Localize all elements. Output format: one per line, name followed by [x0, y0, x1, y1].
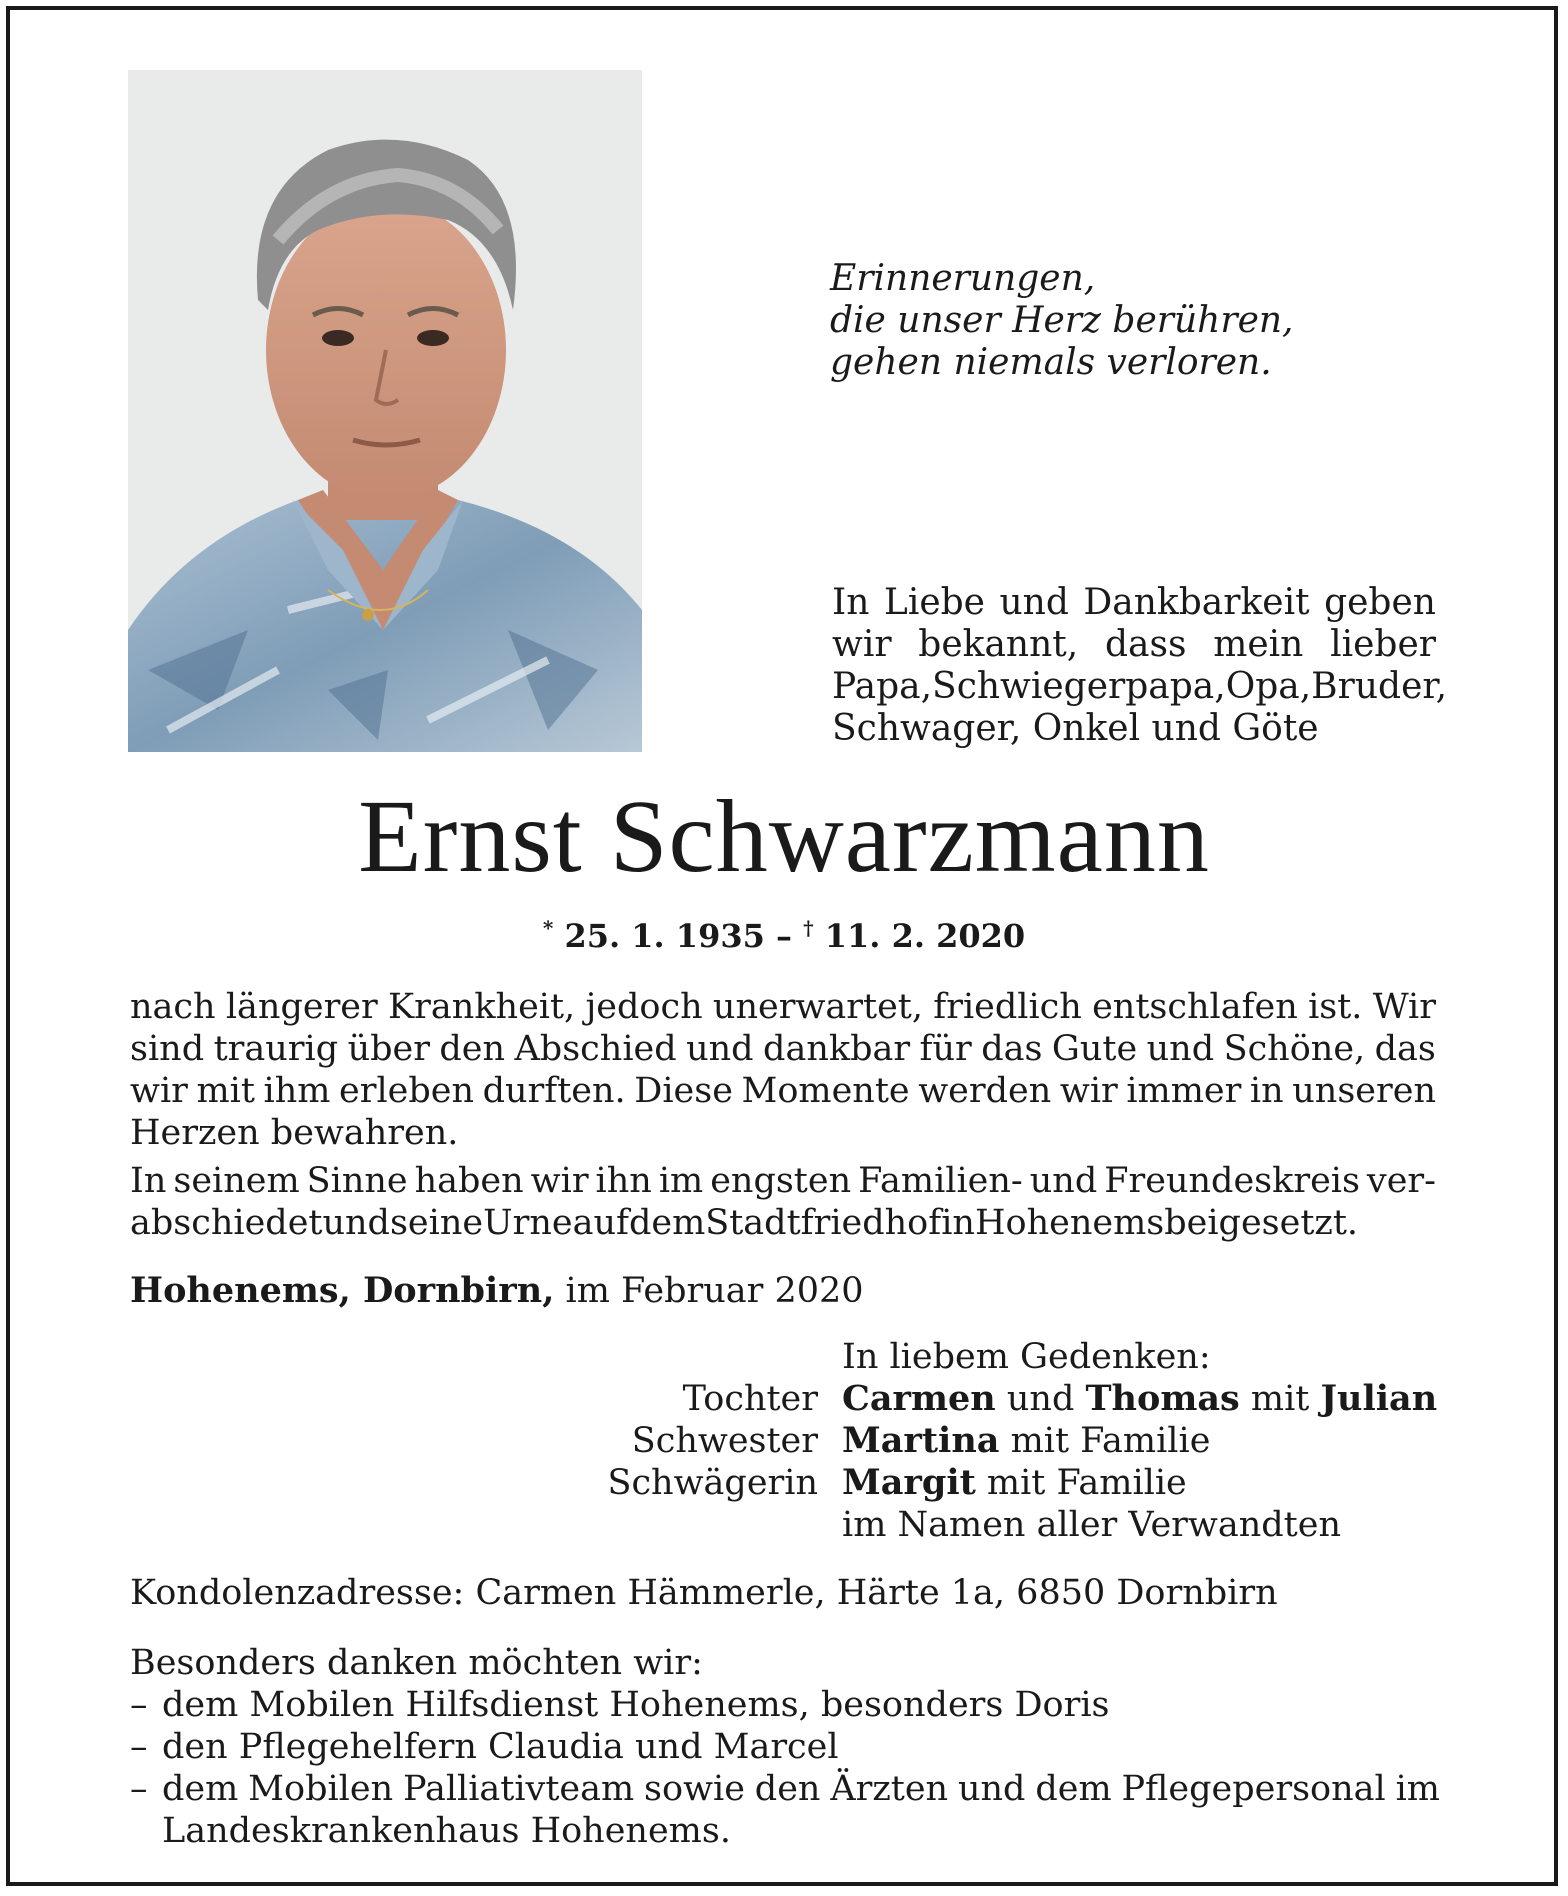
thanks-text: Landeskrankenhaus Hohenems.: [162, 1811, 731, 1851]
date-separator: –: [776, 917, 792, 955]
mourners-heading: In liebem Gedenken:: [842, 1337, 1211, 1377]
word: ver-: [1366, 1161, 1436, 1201]
word: abschiedet: [130, 1203, 323, 1243]
word: und: [1029, 1161, 1098, 1201]
motto-line: Erinnerungen,: [830, 258, 1096, 299]
word: In: [832, 582, 870, 623]
thanks-text: [162, 1768, 1440, 1810]
relation-label: Schwägerin: [607, 1463, 818, 1503]
intro-line: [832, 708, 1436, 750]
word: dem: [162, 1769, 239, 1809]
word: Palliativteam: [403, 1769, 635, 1809]
word: jedoch: [585, 987, 703, 1027]
word: Urne: [483, 1203, 573, 1243]
word: in: [941, 1203, 975, 1243]
mourner-name: Thomas: [1085, 1378, 1240, 1419]
word: das: [981, 1029, 1043, 1069]
word: dass: [1104, 624, 1187, 665]
paragraph-farewell: [130, 1160, 1436, 1244]
word: Familien-: [858, 1161, 1023, 1201]
mourner-name: Julian: [1320, 1378, 1438, 1419]
thanks-item: [130, 1726, 1440, 1768]
text-line: [130, 986, 1436, 1028]
text-line: [130, 1070, 1436, 1112]
word: Herzen bewahren.: [130, 1113, 459, 1153]
word: Wir: [1372, 987, 1436, 1027]
birth-date: 25. 1. 1935: [564, 917, 765, 955]
word: friedlich: [933, 987, 1082, 1027]
life-dates: [0, 908, 1568, 956]
word: im: [658, 1161, 704, 1201]
word: seine: [389, 1203, 484, 1243]
relation-label: Tochter: [682, 1379, 818, 1419]
word: Stadtfriedhof: [705, 1203, 942, 1243]
word: bekannt,: [918, 624, 1079, 665]
word: Abschied: [514, 1029, 677, 1069]
word: nach: [130, 987, 216, 1027]
word: entschlafen: [1092, 987, 1298, 1027]
motto-line: die unser Herz berühren,: [830, 300, 1294, 341]
word: längerer: [225, 987, 378, 1027]
word: mit: [196, 1071, 255, 1111]
word: werden: [918, 1071, 1052, 1111]
word: mein: [1213, 624, 1304, 665]
intro-text: [832, 582, 1448, 750]
thanks-text: dem Mobilen Hilfsdienst Hohenems, besonders Doris: [162, 1685, 1110, 1725]
word: und: [957, 1769, 1026, 1809]
word: den: [439, 1029, 506, 1069]
mourner-name: Martina: [842, 1420, 1000, 1461]
word: durften.: [482, 1071, 626, 1111]
word: traurig: [213, 1029, 339, 1069]
word: Mobilen: [248, 1769, 394, 1809]
birth-symbol: *: [542, 916, 554, 940]
word: sowie: [644, 1769, 745, 1809]
word: wir: [1059, 1071, 1118, 1111]
word: wir: [130, 1071, 188, 1111]
word: Ärzten: [830, 1769, 949, 1809]
thanks-text: den Pflegehelfern Claudia und Marcel: [162, 1727, 839, 1767]
death-date: 11. 2. 2020: [824, 917, 1026, 955]
thanks-heading: Besonders danken möchten wir:: [130, 1643, 703, 1683]
word: unseren: [1292, 1071, 1436, 1111]
word: erleben: [339, 1071, 475, 1111]
word: Opa,: [1225, 666, 1312, 707]
word: dem: [1035, 1769, 1112, 1809]
word: sind: [130, 1029, 205, 1069]
word: über: [347, 1029, 430, 1069]
mourner-text: und: [995, 1379, 1086, 1419]
word: seinem: [173, 1161, 300, 1201]
condolence-address: Kondolenzadresse: Carmen Hämmerle, Härte 1a, 6850 Dornbirn: [130, 1573, 1278, 1613]
word: Liebe: [883, 582, 985, 623]
word: wir: [832, 624, 892, 665]
portrait-illustration: [128, 70, 642, 752]
word: geben: [1324, 582, 1436, 623]
intro-line: [832, 582, 1436, 624]
word: Freundeskreis: [1104, 1161, 1360, 1201]
word: ist.: [1308, 987, 1363, 1027]
word: In: [130, 1161, 167, 1201]
word: Momente: [741, 1071, 910, 1111]
word: und: [322, 1203, 390, 1243]
mourner-row: [842, 1378, 1437, 1420]
word: unerwartet,: [712, 987, 923, 1027]
dash: –: [130, 1769, 148, 1809]
word: auf: [572, 1203, 629, 1243]
word: im: [1395, 1769, 1440, 1809]
relation-label: Schwester: [631, 1421, 818, 1461]
word: dem: [628, 1203, 706, 1243]
motto-line: gehen niemals verloren.: [830, 342, 1272, 383]
word: Papa,: [832, 666, 933, 707]
word: immer: [1126, 1071, 1242, 1111]
mourners-footer: im Namen aller Verwandten: [842, 1505, 1341, 1545]
portrait-photo: [128, 70, 642, 752]
relation-column: [560, 1378, 818, 1504]
intro-line: [832, 624, 1436, 666]
word: Sinne: [306, 1161, 408, 1201]
intro-line: [832, 666, 1448, 708]
thanks-item: [130, 1684, 1440, 1726]
word: lieber: [1330, 624, 1436, 665]
place-date-line: [130, 1270, 864, 1312]
text-line: [130, 1112, 1436, 1154]
word: beigesetzt.: [1164, 1203, 1359, 1243]
word: haben: [414, 1161, 524, 1201]
word: für: [919, 1029, 972, 1069]
mourner-text: mit Familie: [999, 1421, 1211, 1461]
word: Krankheit,: [388, 987, 576, 1027]
thanks-section: [130, 1642, 1440, 1852]
thanks-list: [130, 1684, 1440, 1852]
place-names: Hohenems, Dornbirn,: [130, 1270, 555, 1311]
word: Diese: [634, 1071, 733, 1111]
date-text: im Februar 2020: [554, 1271, 864, 1311]
word: in: [1249, 1071, 1284, 1111]
text-line: [130, 1202, 1436, 1244]
motto-quote: [830, 258, 1294, 384]
dash: –: [130, 1727, 148, 1767]
thanks-item: [130, 1768, 1440, 1852]
text-line: [130, 1160, 1436, 1202]
word: Schöne,: [1223, 1029, 1366, 1069]
death-symbol: †: [803, 916, 814, 940]
mourner-text: mit Familie: [975, 1463, 1187, 1503]
word: Pflegepersonal: [1121, 1769, 1386, 1809]
word: engsten: [710, 1161, 852, 1201]
word: und: [999, 582, 1069, 623]
word: Bruder,: [1311, 666, 1448, 707]
word: und: [686, 1029, 754, 1069]
word: ihm: [263, 1071, 331, 1111]
mourner-row: [842, 1420, 1437, 1462]
deceased-name: Ernst Schwarzmann: [358, 779, 1210, 894]
word: Hohenems: [974, 1203, 1165, 1243]
mourners-list: [842, 1336, 1437, 1546]
word: Gute: [1051, 1029, 1138, 1069]
word: Dankbarkeit: [1083, 582, 1310, 623]
mourner-name: Margit: [842, 1462, 976, 1503]
word: dankbar: [763, 1029, 911, 1069]
word: und: [1146, 1029, 1215, 1069]
word: wir: [530, 1161, 589, 1201]
mourner-row: [842, 1462, 1437, 1504]
paragraph-announcement: [130, 986, 1436, 1154]
word: den: [754, 1769, 821, 1809]
text-line: [130, 1028, 1436, 1070]
word: ihn: [595, 1161, 652, 1201]
dash: –: [130, 1685, 148, 1725]
word: Schwiegerpapa,: [932, 666, 1226, 707]
word: das: [1374, 1029, 1436, 1069]
mourner-text: mit: [1239, 1379, 1321, 1419]
word: Schwager, Onkel und Göte: [832, 708, 1319, 749]
mourner-name: Carmen: [842, 1378, 996, 1419]
